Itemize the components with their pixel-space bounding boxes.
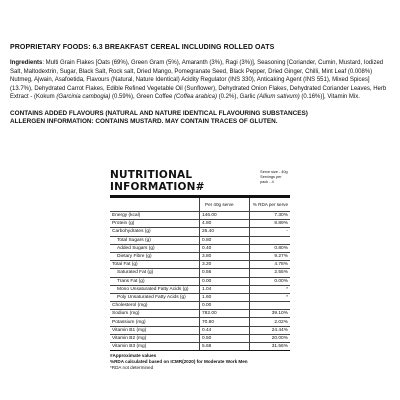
nutrition-row <box>110 252 290 260</box>
label-text-block <box>10 44 390 141</box>
nutrient-rda: 2.55% <box>250 269 291 277</box>
nutrition-row <box>110 212 290 220</box>
nutrition-table <box>110 198 290 351</box>
nutrition-row <box>110 302 290 310</box>
nutrition-row <box>110 285 290 293</box>
nutrient-name: Sodium (mg) <box>110 310 200 318</box>
ingredient-text: (0.2%), Garlic <box>217 94 258 101</box>
footnote: #Approximate values <box>110 353 157 359</box>
nutrient-name: Protein (g) <box>110 220 200 228</box>
serving-info <box>260 170 290 185</box>
nutrient-value: 1.60 <box>200 293 250 301</box>
nutrition-row <box>110 343 290 351</box>
nutrition-row <box>110 293 290 301</box>
nutrient-rda <box>250 236 291 244</box>
ingredient-text: (0.59%), Green Coffee <box>110 94 174 101</box>
nutrient-value: 3.20 <box>200 261 250 269</box>
nutrient-name: Total Fat (g) <box>110 261 200 269</box>
nutrient-value: 70.80 <box>200 318 250 326</box>
nutrient-name: Vitamin B3 (mg) <box>110 343 200 351</box>
nutrition-footnotes <box>110 353 290 371</box>
nutrient-rda: - <box>250 228 291 236</box>
ingredients-body <box>10 60 386 100</box>
nutrient-name: Added Sugars (g) <box>110 244 200 252</box>
ingredients-paragraph <box>10 59 390 102</box>
nutrient-rda <box>250 302 291 310</box>
nutrient-rda: 7.30% <box>250 212 291 220</box>
nutrition-row <box>110 220 290 228</box>
nutrient-rda: * <box>250 285 291 293</box>
ingredient-text: : Multi Grain Flakes [Oats (69%), Green Gram (5%), Amaranth (3%), Ragi (3%)], Seasoning [Coriander, Cumin, Mustard, Iodized Salt, Maltodextrin, Sugar, Black Salt, Rock salt, Dried Mango, Pomegranate Seed, Black Pepper, Dried Ginger, Chilli, Mint Leaf (0.008%) Nutmeg, Ajwain, Asafoetida, Flavours (Natural, Nature Identical) Acidity Regulator (INS 330), Anticaking Agent (INS 551), Mixed Spices](13.7%), Dehydrated Carrot Flakes, Edible Refined Vegetable Oil (Sunflower), Dehydrated Onion Flakes, Dehydrated Coriander Leaves, Herb Extract - (Kokum <box>10 60 387 101</box>
nutrient-value: 4.80 <box>200 220 250 228</box>
nutrition-header <box>110 169 290 198</box>
nutrient-rda: 2.02% <box>250 318 291 326</box>
nutrient-name: Poly Unsaturated Fatty Acids (g) <box>110 293 200 301</box>
food-category: PROPRIETARY FOODS: 6.3 BREAKFAST CEREAL INCLUDING ROLLED OATS <box>10 44 275 51</box>
serve-size: Serve size - 40g <box>260 170 288 174</box>
nutrition-row <box>110 261 290 269</box>
nutrient-rda: * <box>250 293 291 301</box>
nutrient-rda: 24.44% <box>250 326 291 334</box>
ingredient-text: (0.16%)], Vitamin Mix. <box>299 94 360 101</box>
nutrient-value: 0.00 <box>200 277 250 285</box>
rda-column-header: % RDA per serve <box>250 198 291 212</box>
nutrient-value: 26.40 <box>200 228 250 236</box>
ingredient-botanical-name: (Allium sativum) <box>257 94 300 101</box>
nutrient-name: Cholesterol (mg) <box>110 302 200 310</box>
nutrient-name: Potassium (mg) <box>110 318 200 326</box>
nutrient-value: 0.40 <box>200 244 250 252</box>
nutrient-rda: 0.80% <box>250 244 291 252</box>
nutrient-value: 3.80 <box>200 252 250 260</box>
nutrition-row <box>110 326 290 334</box>
nutrient-rda: 4.78% <box>250 261 291 269</box>
footnote: %RDA calculated based on ICMR(2020) for Moderate Work Men <box>110 359 248 365</box>
warnings-block <box>10 110 390 127</box>
nutrient-name: Dietary Fibre (g) <box>110 252 200 260</box>
nutrient-rda: 8.89% <box>250 220 291 228</box>
nutrition-row <box>110 277 290 285</box>
nutrient-column-header <box>110 198 200 212</box>
nutrient-name: Carbohydrates (g) <box>110 228 200 236</box>
nutrient-name: Trans Fat (g) <box>110 277 200 285</box>
nutrient-rda: 31.56% <box>250 343 291 351</box>
nutrition-row <box>110 236 290 244</box>
nutrient-value: 0.44 <box>200 326 250 334</box>
nutrient-rda: 0.00% <box>250 277 291 285</box>
nutrition-row <box>110 228 290 236</box>
nutrient-rda: 39.10% <box>250 310 291 318</box>
nutrition-row <box>110 318 290 326</box>
servings-per-pack: Servings per pack - 4 <box>260 175 282 184</box>
nutrient-value: 0.56 <box>200 269 250 277</box>
nutrition-row <box>110 334 290 342</box>
nutrition-panel <box>110 169 290 371</box>
ingredient-botanical-name: (Coffea arabica) <box>173 94 217 101</box>
footnote: *RDA not determined <box>110 365 154 371</box>
per-serve-column-header: Per 40g serve <box>200 198 250 212</box>
nutrient-rda: 9.27% <box>250 252 291 260</box>
nutrient-value: 1.04 <box>200 285 250 293</box>
nutrient-value: 5.68 <box>200 343 250 351</box>
nutrition-title: NUTRITIONAL INFORMATION# <box>110 169 205 193</box>
nutrient-name: Total Sugars (g) <box>110 236 200 244</box>
nutrient-value: 146.00 <box>200 212 250 220</box>
nutrient-value: 0.80 <box>200 236 250 244</box>
nutrient-name: Mono Unsaturated Fatty Acids (g) <box>110 285 200 293</box>
allergen-warning: ALLERGEN INFORMATION: CONTAINS MUSTARD. MAY CONTAIN TRACES OF GLUTEN. <box>10 118 278 126</box>
nutrient-value: 0.00 <box>200 302 250 310</box>
nutrient-rda: 20.00% <box>250 334 291 342</box>
nutrition-column-header <box>110 198 290 212</box>
nutrient-value: 782.00 <box>200 310 250 318</box>
nutrition-row <box>110 269 290 277</box>
flavour-warning: CONTAINS ADDED FLAVOURS (NATURAL AND NATURE IDENTICAL FLAVOURING SUBSTANCES) <box>10 109 308 117</box>
ingredients-label: Ingredients <box>10 60 43 66</box>
nutrition-row <box>110 244 290 252</box>
nutrient-name: Energy (kcal) <box>110 212 200 220</box>
nutrition-row <box>110 310 290 318</box>
nutrient-name: Vitamin B1 (mg) <box>110 326 200 334</box>
nutrient-name: Saturated Fat (g) <box>110 269 200 277</box>
nutrient-name: Vitamin B2 (mg) <box>110 334 200 342</box>
ingredient-botanical-name: (Garcinia cambogia) <box>56 94 111 101</box>
nutrient-value: 0.50 <box>200 334 250 342</box>
